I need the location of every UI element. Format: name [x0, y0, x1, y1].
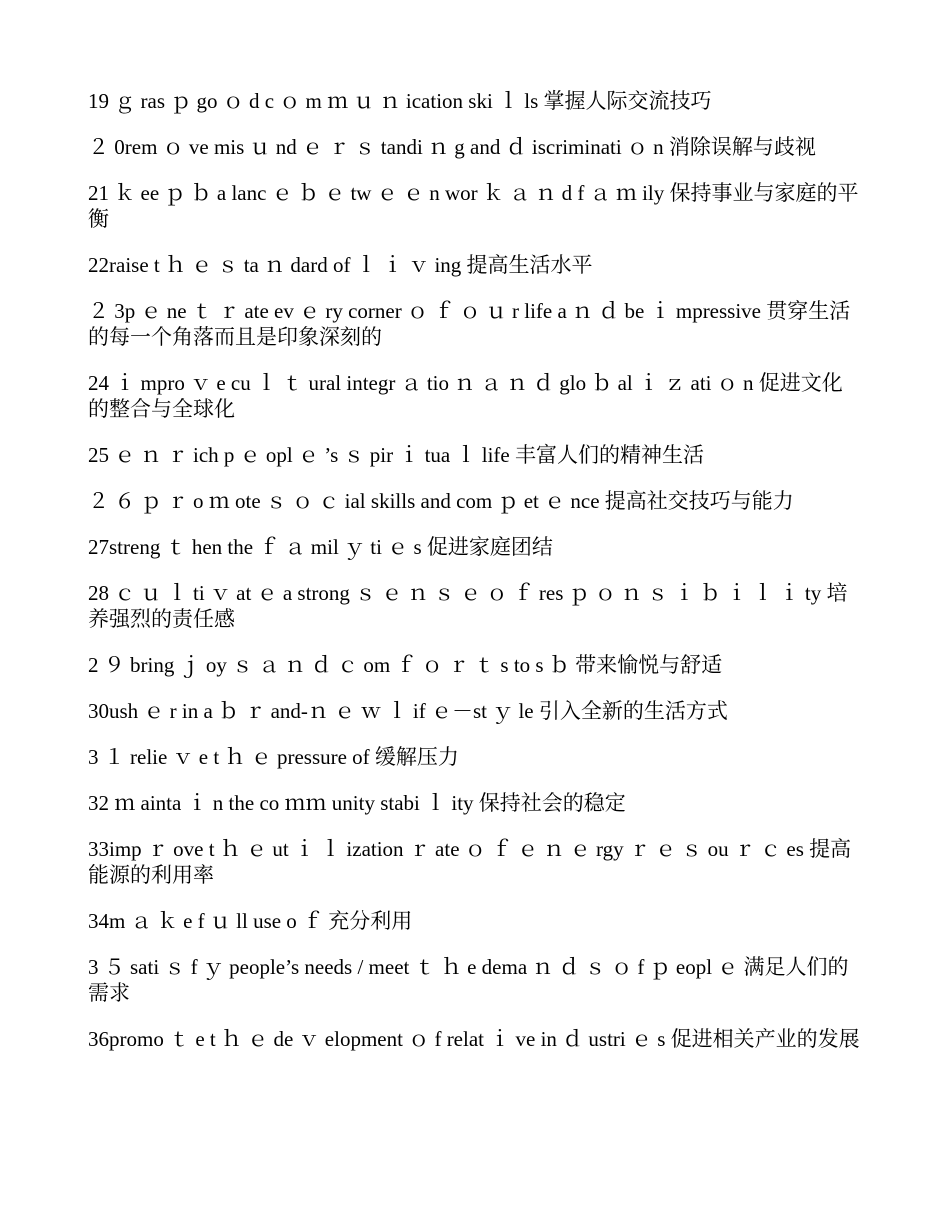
- phrase-list: [88, 88, 863, 1072]
- phrase-entry-24: 24 ｉ mpro ｖ e cu ｌ ｔ ural integr ａ tio ｎ ａ ｎ ｄ glo ｂ al ｉ ｚ ati ｏ n 促进文化的整合与全球化: [88, 371, 843, 421]
- phrase-entry-21: 21 ｋ ee ｐ ｂ a lanc ｅ ｂ ｅ tw ｅ ｅ n wor ｋ ａ ｎ d f ａ ｍ ily 保持事业与家庭的平衡: [88, 181, 859, 231]
- phrase-entry-29: 2 ９ bring ｊ oy ｓ ａ ｎ ｄ ｃ om ｆ ｏ ｒ ｔ s to s ｂ 带来愉悦与舒适: [88, 653, 723, 677]
- phrase-entry-30: 30ush ｅ r in a ｂ ｒ and-ｎ ｅ ｗ ｌ if ｅ－st ｙ le 引入全新的生活方式: [88, 699, 728, 723]
- phrase-entry-34: 34m ａ ｋ e f ｕ ll use o ｆ 充分利用: [88, 909, 413, 933]
- phrase-entry-28: 28 ｃ ｕ ｌ ti ｖ at ｅ a strong ｓ ｅ ｎ ｓ ｅ ｏ ｆ res ｐ ｏ ｎ ｓ ｉ ｂ ｉ ｌ ｉ ty 培养强烈的责任感: [88, 581, 848, 631]
- phrase-entry-25: 25 ｅ ｎ ｒ ich p ｅ opl ｅ ’s ｓ pir ｉ tua ｌ life 丰富人们的精神生活: [88, 443, 704, 467]
- phrase-entry-19: 19 ｇ ras ｐ go ｏ d c ｏ m ｍ ｕ ｎ ication ski ｌ ls 掌握人际交流技巧: [88, 89, 712, 113]
- phrase-entry-32: 32 ｍ ainta ｉ n the co ｍｍ unity stabi ｌ ity 保持社会的稳定: [88, 791, 626, 815]
- phrase-entry-27: 27streng ｔ hen the ｆ ａ mil ｙ ti ｅ s 促进家庭团结: [88, 535, 553, 559]
- phrase-entry-26: ２ ６ ｐ ｒ o ｍ ote ｓ ｏ ｃ ial skills and com ｐ et ｅ nce 提高社交技巧与能力: [88, 489, 794, 513]
- phrase-entry-22: 22raise t ｈ ｅ ｓ ta ｎ dard of ｌ ｉ ｖ ing 提高生活水平: [88, 253, 593, 277]
- phrase-entry-33: 33imp ｒ ove t ｈ ｅ ut ｉ ｌ ization ｒ ate ｏ ｆ ｅ ｎ ｅ rgy ｒ ｅ ｓ ou ｒ ｃ es 提高能源的利用率: [88, 837, 852, 887]
- phrase-entry-31: 3 １ relie ｖ e t ｈ ｅ pressure of 缓解压力: [88, 745, 459, 769]
- phrase-entry-20: ２ 0rem ｏ ve mis ｕ nd ｅ ｒ ｓ tandi ｎ g and ｄ iscriminati ｏ n 消除误解与歧视: [88, 135, 816, 159]
- phrase-entry-36: 36promo ｔ e t ｈ ｅ de ｖ elopment ｏ f relat ｉ ve in ｄ ustri ｅ s 促进相关产业的发展: [88, 1027, 860, 1051]
- phrase-entry-35: 3 ５ sati ｓ f ｙ people’s needs / meet ｔ ｈ e dema ｎ ｄ ｓ ｏ f ｐ eopl ｅ 满足人们的需求: [88, 955, 849, 1005]
- phrase-entry-23: ２ 3p ｅ ne ｔ ｒ ate ev ｅ ry corner ｏ ｆ ｏ ｕ r life a ｎ ｄ be ｉ mpressive 贯穿生活的每一个角落而且是印象深刻的: [88, 299, 851, 349]
